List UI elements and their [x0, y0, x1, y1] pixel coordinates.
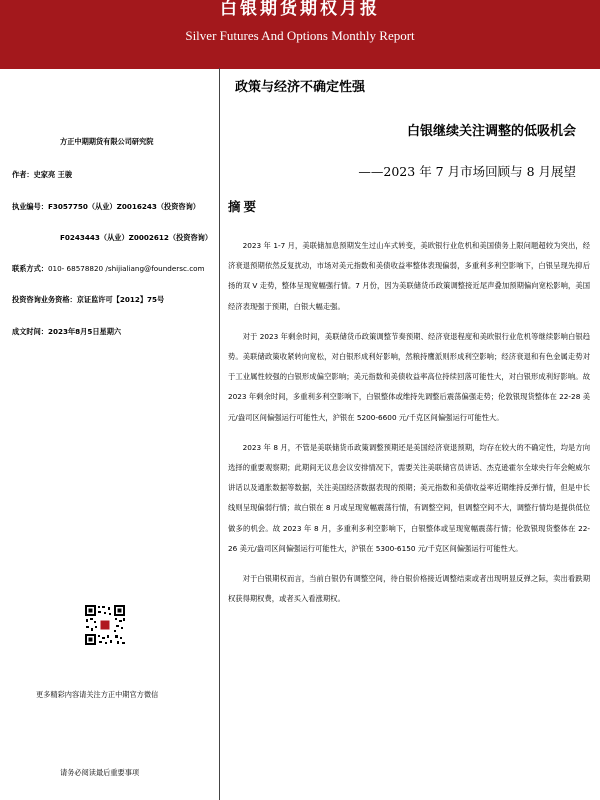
footnote: 请务必阅读最后重要事项 [60, 768, 140, 777]
contact-row [12, 264, 205, 274]
abstract-paragraph: 对于白银期权而言，当前白银仍有调整空间，待白银价格接近调整结束或者出现明显反弹之际，卖出看跌期权获得期权费，或者买入看涨期权。 [228, 574, 590, 604]
abstract-paragraph: 2023 年 8 月，不管是美联储货币政策调整预期还是美国经济衰退预期，均存在较大的不确定性，均是方向选择的重要观察期；此期间无议息会议安排情况下，需要关注美联储官员讲话、杰克逊霍尔全球央行年会鲍威尔讲话以及通胀数据等数据，关注美国经济数据表现的预期；美元指数和美债收益率近期维持反弹行情，但是中长线则呈现偏弱行情；故白银在 8 月或呈现宽幅震荡行情，有调整空间，但调整空间不大，调整行情均是提供低位做多的机会。故 2023 年 8 月，多重利多利空影响下，白银整体或呈现宽幅震荡行情；伦敦银现货整体在 22-26 美元/盎司区间偏强运行可能性大，沪银在 5300-6150 元/千克区间偏强运行可能性大。 [228, 442, 590, 553]
author-value: 史家亮 王骏 [33, 170, 73, 179]
report-subtitle: ——2023 年 7 月市场回顾与 8 月展望 [358, 164, 576, 179]
license-row-2 [60, 233, 212, 243]
contact-label: 联系方式： [12, 264, 48, 273]
qualification-value: 京证监许可【2012】75号 [76, 295, 165, 304]
report-main-title: 政策与经济不确定性强 [234, 80, 365, 95]
institute-name: 方正中期期货有限公司研究院 [60, 137, 154, 146]
license-label: 执业编号： [12, 202, 48, 211]
date-label: 成文时间： [12, 327, 48, 336]
abstract-paragraph: 对于 2023 年剩余时间，美联储货币政策调整节奏预期、经济衰退程度和美欧银行业危机等继续影响白银趋势。美联储政策收紧转向宽松，对白银形成利好影响，然粮持鹰派则形成利空影响；经济衰退和有色金属走势对于工业属性较强的白银形成偏空影响；美元指数和美债收益率高位持续回落可能性大，对白银形成利好影响。故 2023 年剩余时间，多重利多利空影响下，白银整体或维持先调整后震荡偏强走势；伦敦银现货整体在 22-28 美元/盎司区间偏强运行可能性大，沪银在 5200-6600 元/千克区间偏强运行可能性大。 [228, 331, 590, 422]
abstract-heading: 摘要 [228, 199, 260, 214]
date-value: 2023年8月5日星期六 [47, 327, 122, 336]
date-row [12, 327, 121, 337]
abstract-paragraph: 2023 年 1-7 月，美联储加息预期发生过山车式转变，美欧银行业危机和美国债务上限问题超较为突出，经济衰退预期依然反复扰动，市场对美元指数和美债收益率整体表现偏弱，多重利多利空影响下，白银呈现先抑后扬的双 V 走势，整体呈现宽幅强行情。7 月份，因为美联储货币政策调整接近尾声叠加预期偏向宽松影响，美国经济表现强于预期，白银大幅走强。 [228, 241, 590, 311]
license-line-1: F3057750（从业）Z0016243（投资咨询） [47, 202, 200, 211]
banner-title-en: Silver Futures And Options Monthly Report [185, 28, 415, 43]
qualification-row [12, 295, 164, 305]
qualification-label: 投资咨询业务资格： [12, 295, 77, 304]
abstract-body [228, 236, 590, 619]
author-label: 作者： [12, 170, 34, 179]
author-row [12, 170, 72, 180]
report-headline: 白银继续关注调整的低吸机会 [406, 124, 576, 139]
contact-value: 010- 68578820 /shijialiang@foundersc.com [47, 264, 205, 273]
banner-title-cn: 白银期货期权月报 [220, 0, 380, 19]
qr-caption: 更多精彩内容请关注方正中期官方微信 [36, 690, 159, 699]
license-line-2: F0243443（从业）Z0002612（投资咨询） [60, 233, 213, 242]
license-row-1 [12, 202, 200, 212]
wechat-qr-code [84, 604, 126, 646]
report-banner [0, 0, 600, 68]
column-divider [219, 68, 220, 800]
banner-divider [0, 68, 600, 69]
